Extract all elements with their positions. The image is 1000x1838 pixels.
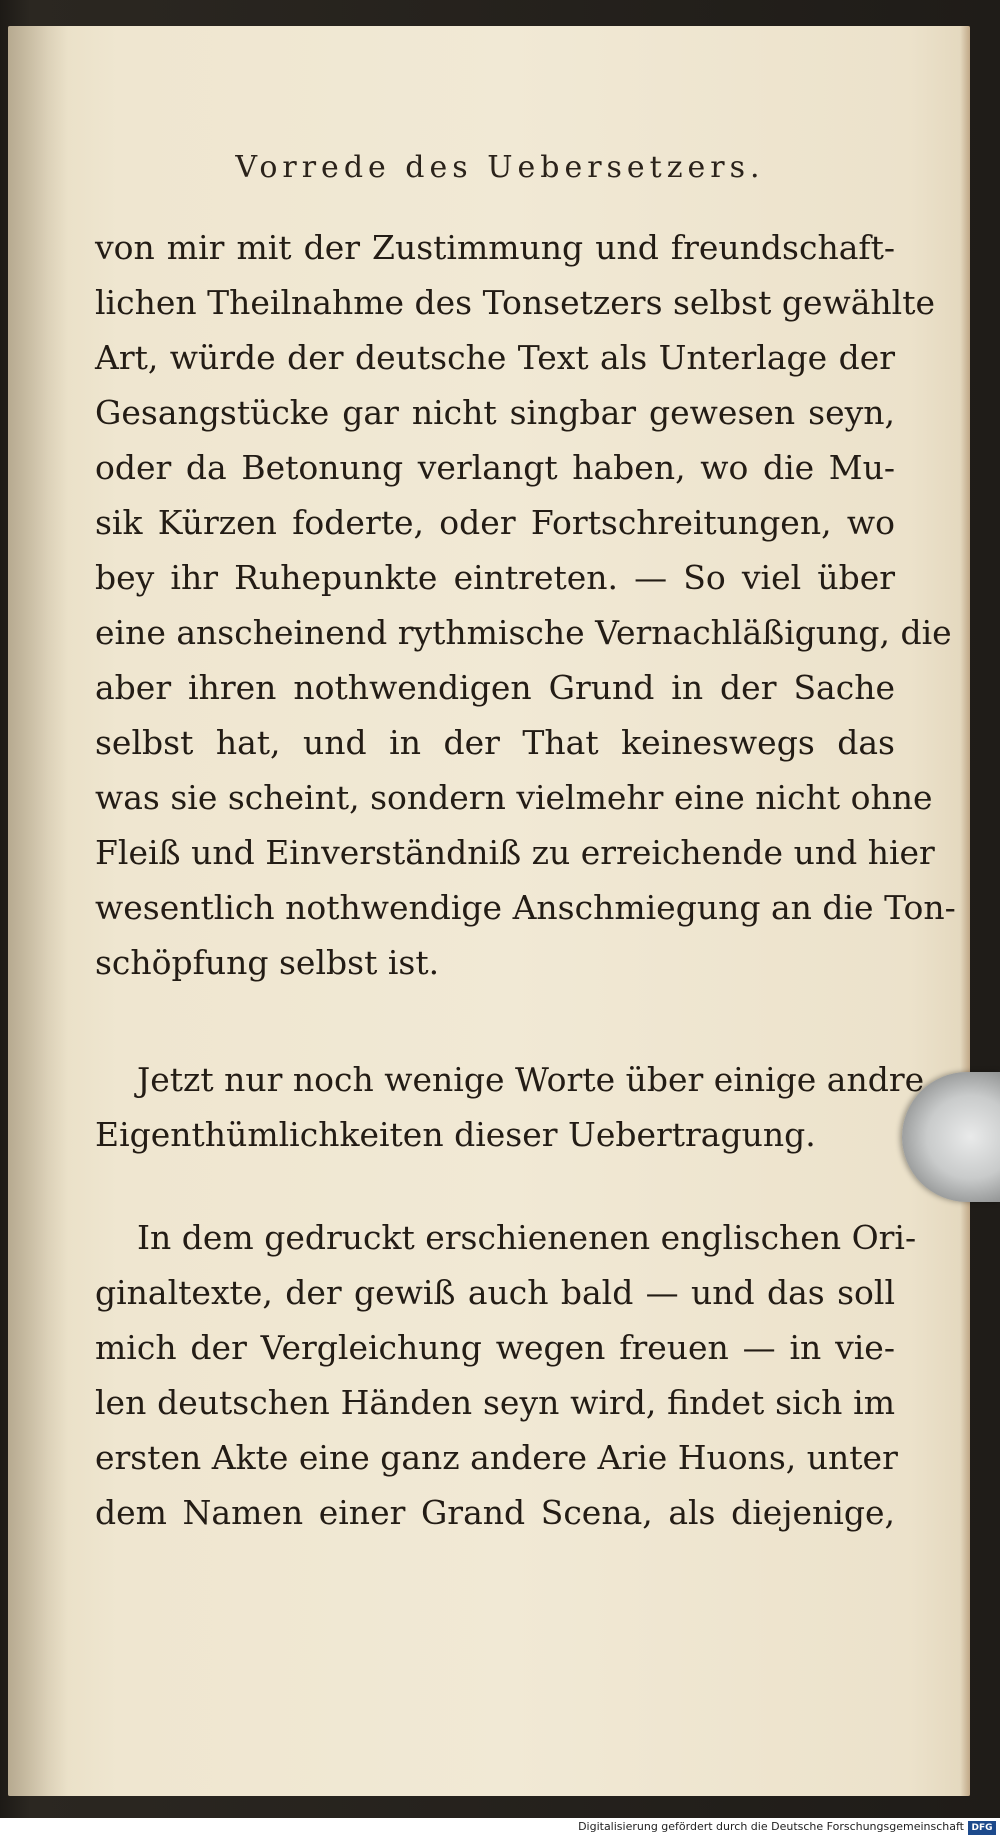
funding-credit: Digitalisierung gefördert durch die Deutsche Forschungsgemeinschaft — [578, 1820, 964, 1833]
text-line: bey ihr Ruhepunkte eintreten. — So viel über — [95, 558, 895, 597]
text-line: Gesangstücke gar nicht singbar gewesen seyn, — [95, 393, 895, 432]
text-line: aber ihren nothwendigen Grund in der Sache — [95, 668, 895, 707]
dfg-logo-icon: DFG — [968, 1821, 996, 1835]
text-line: eine anscheinend rythmische Vernachläßigung, die — [95, 613, 952, 652]
text-line: mich der Vergleichung wegen freuen — in vie- — [95, 1328, 895, 1367]
text-line: von mir mit der Zustimmung und freundschaft- — [95, 228, 895, 267]
text-line: was sie scheint, sondern vielmehr eine nicht ohne — [95, 778, 933, 817]
page-edge — [960, 26, 970, 1796]
text-line: ginaltexte, der gewiß auch bald — und das soll — [95, 1273, 895, 1312]
text-line: dem Namen einer Grand Scena, als diejenige, — [95, 1493, 895, 1532]
text-line: selbst hat, und in der That keineswegs das — [95, 723, 895, 762]
text-line: lichen Theilnahme des Tonsetzers selbst gewählte — [95, 283, 936, 322]
text-line: Fleiß und Einverständniß zu erreichende und hier — [95, 833, 935, 872]
text-line: len deutschen Händen seyn wird, findet sich im — [95, 1383, 895, 1422]
text-line: wesentlich nothwendige Anschmiegung an die Ton- — [95, 888, 956, 927]
text-line: Jetzt nur noch wenige Worte über einige andre — [137, 1060, 925, 1099]
text-line: schöpfung selbst ist. — [95, 943, 440, 982]
text-line: ersten Akte eine ganz andere Arie Huons, unter — [95, 1438, 898, 1477]
text-line: Art, würde der deutsche Text als Unterlage der — [95, 338, 895, 377]
paragraph-3 — [95, 1210, 917, 1540]
paragraph-2 — [95, 1052, 925, 1162]
text-line: sik Kürzen foderte, oder Fortschreitungen, wo — [95, 503, 895, 542]
text-line: oder da Betonung verlangt haben, wo die Mu- — [95, 448, 895, 487]
paragraph-1 — [95, 220, 956, 990]
text-line: Eigenthümlichkeiten dieser Uebertragung. — [95, 1115, 816, 1154]
text-line: In dem gedruckt erschienenen englischen Ori- — [137, 1218, 917, 1257]
running-head: Vorrede des Uebersetzers. — [235, 150, 765, 185]
